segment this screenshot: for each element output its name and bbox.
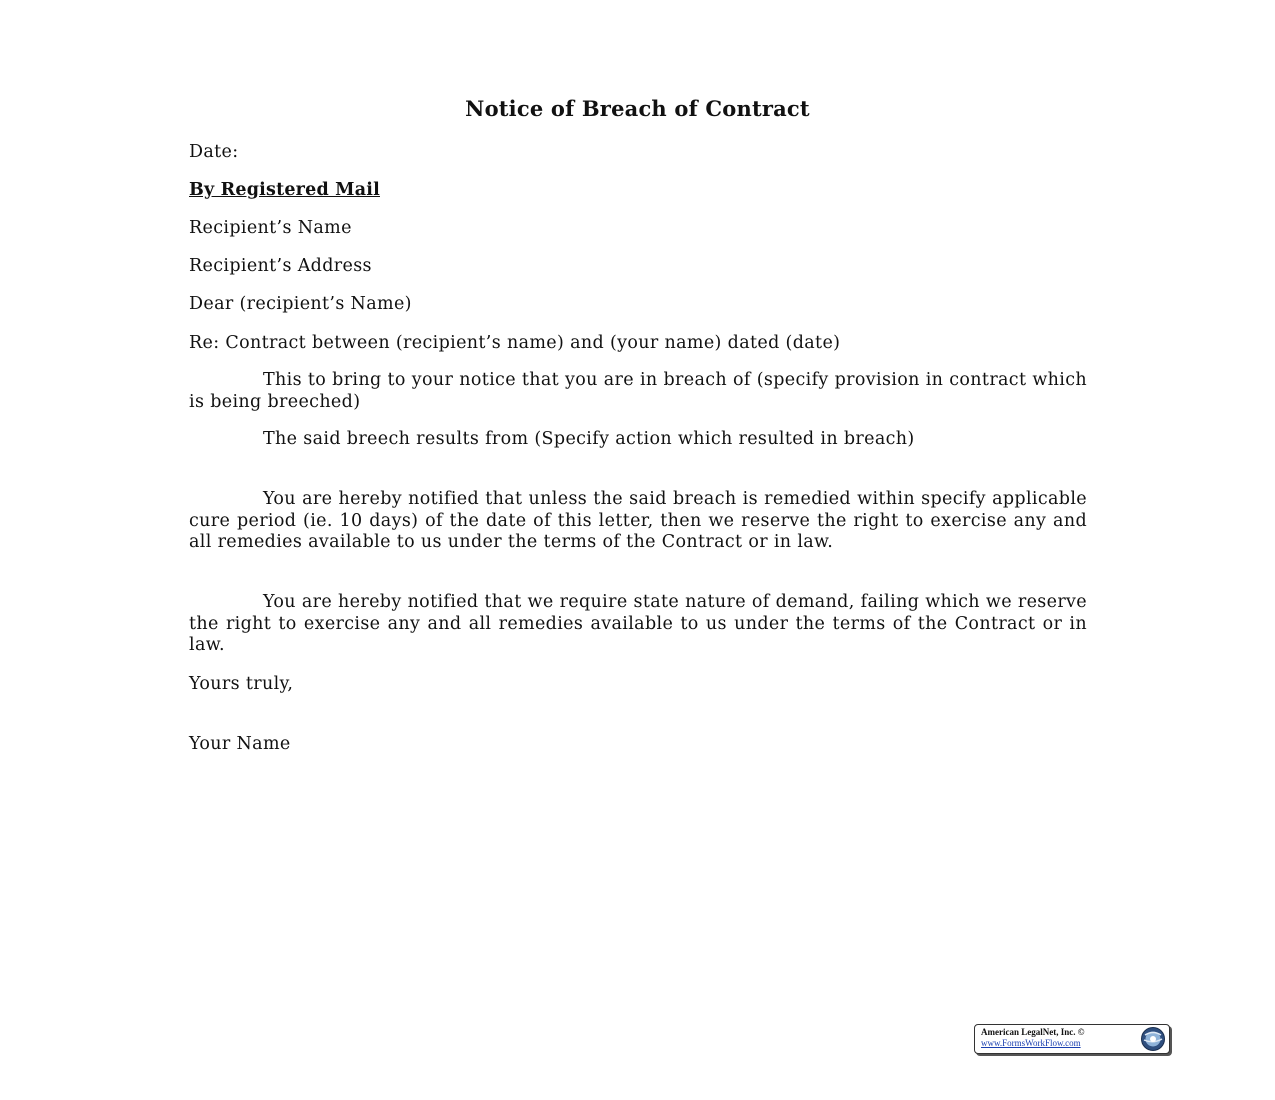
delivery-method: By Registered Mail xyxy=(189,180,380,200)
logo-text xyxy=(981,1027,1084,1049)
paragraph-demand: You are hereby notified that we require state nature of demand, failing which we reserve the right to exercise any and all remedies available to us under the terms of the Contract or in law. xyxy=(189,592,1087,655)
logo-company: American LegalNet, Inc. © xyxy=(981,1027,1085,1037)
recipient-name: Recipient’s Name xyxy=(189,218,352,238)
date-label: Date: xyxy=(189,142,239,162)
paragraph-cure-period: You are hereby notified that unless the said breach is remedied within specify applicable cure period (ie. 10 days) of the date of this letter, then we reserve the right to exercise any and all remedies available to us under the terms of the Contract or in law. xyxy=(189,489,1087,552)
footer-logo xyxy=(974,1024,1170,1054)
document-title: Notice of Breach of Contract xyxy=(465,96,810,121)
signature-name: Your Name xyxy=(189,734,291,754)
re-line: Re: Contract between (recipient’s name) and (your name) dated (date) xyxy=(189,333,841,353)
recipient-address: Recipient’s Address xyxy=(189,256,372,276)
paragraph-breach-notice: This to bring to your notice that you are in breach of (specify provision in contract which is being breeched) xyxy=(189,370,1087,412)
globe-icon xyxy=(1140,1026,1166,1052)
paragraph-breach-cause: The said breech results from (Specify action which resulted in breach) xyxy=(263,429,915,449)
salutation: Dear (recipient’s Name) xyxy=(189,294,412,314)
logo-url-link[interactable]: www.FormsWorkFlow.com xyxy=(981,1038,1081,1048)
closing: Yours truly, xyxy=(189,674,294,694)
